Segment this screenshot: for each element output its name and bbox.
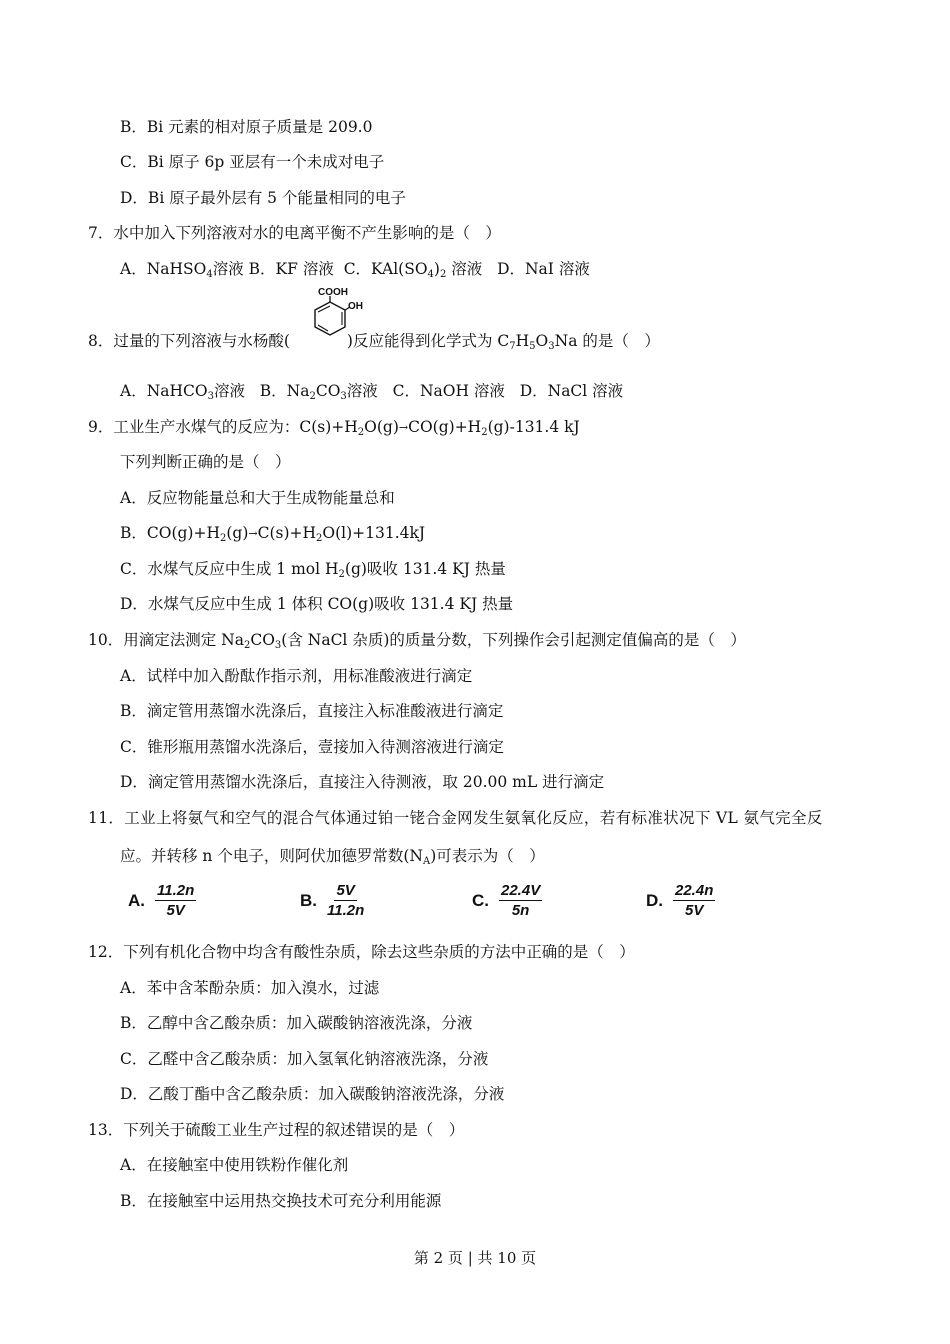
q8-option-c: C．NaOH 溶液 — [392, 382, 505, 400]
q12-option-c: C．乙醛中含乙酸杂质：加入氢氧化钠溶液洗涤，分液 — [120, 1050, 489, 1068]
q9-option-c: C．水煤气反应中生成 1 mol $H_2(g)$吸收 131.4 KJ 热量 — [120, 560, 506, 580]
q7-option-a: A．NaHSO$_4$溶液 — [120, 260, 244, 280]
q12-option-d: D．乙酸丁酯中含乙酸杂质：加入碳酸钠溶液洗涤，分液 — [120, 1085, 505, 1103]
q7-stem: 7．水中加入下列溶液对水的电离平衡不产生影响的是（ ） — [88, 224, 501, 242]
q9-option-d: D．水煤气反应中生成 1 体积 CO(g)吸收 131.4 KJ 热量 — [120, 595, 514, 613]
q7-options — [120, 259, 590, 279]
q6-option-c: C．Bi 原子 6p 亚层有一个未成对电子 — [120, 153, 385, 171]
q8-stem: 8．过量的下列溶液与水杨酸( )反应能得到化学式为 $C_7H_5O_3Na$ 的是（ ） — [88, 332, 660, 352]
q11-stem-line2: 应。并转移 n 个电子，则阿伏加德罗常数$(N_A)$可表示为（ ） — [120, 847, 545, 867]
q13-stem: 13．下列关于硫酸工业生产过程的叙述错误的是（ ） — [88, 1121, 465, 1139]
q9-option-b: B．$CO(g)+H_2(g)\to C(s)+H_2O(l)+131.4kJ$ — [120, 524, 426, 544]
arrow-icon: → — [248, 527, 258, 540]
q12-option-a: A．苯中含苯酚杂质：加入溴水，过滤 — [120, 979, 380, 997]
q10-option-a: A．试样中加入酚酞作指示剂，用标准酸液进行滴定 — [120, 667, 473, 685]
q13-option-a: A．在接触室中使用铁粉作催化剂 — [120, 1156, 349, 1174]
q13-option-b: B．在接触室中运用热交换技术可充分利用能源 — [120, 1192, 442, 1210]
q6-option-d: D．Bi 原子最外层有 5 个能量相同的电子 — [120, 189, 406, 207]
q11-option-d: D. $\frac{22.4n}{5V}$ — [646, 882, 714, 919]
q10-option-d: D．滴定管用蒸馏水洗涤后，直接注入待测液，取 20.00 mL 进行滴定 — [120, 773, 605, 791]
q9-sub-stem: 下列判断正确的是（ ） — [120, 453, 291, 471]
q12-stem: 12．下列有机化合物中均含有酸性杂质，除去这些杂质的方法中正确的是（ ） — [88, 943, 635, 961]
q9-stem: 9．工业生产水煤气的反应为：$C(s)+H_2O(g)\to CO(g)+H_2(g)-131.4$ kJ — [88, 418, 580, 438]
q10-option-b: B．滴定管用蒸馏水洗涤后，直接注入标准酸液进行滴定 — [120, 702, 504, 720]
q11-option-c: C. $\frac{22.4V}{5n}$ — [472, 882, 541, 919]
q11-stem-line1: 11．工业上将氨气和空气的混合气体通过铂一铑合金网发生氨氧化反应，若有标准状况下 VL 氨气完全反 — [88, 809, 823, 827]
q12-option-b: B．乙醇中含乙酸杂质：加入碳酸钠溶液洗涤，分液 — [120, 1014, 473, 1032]
q8-option-a: A．NaHCO$_3$溶液 — [120, 382, 245, 402]
q8-option-b: B．$Na_2CO_3$溶液 — [259, 382, 378, 402]
q11-option-b: B. $\frac{5V}{11.2n}$ — [300, 882, 365, 919]
page-footer: 第 2 页 | 共 10 页 — [413, 1249, 537, 1267]
cooh-label: COOH — [318, 287, 348, 298]
q6-option-b: B．Bi 元素的相对原子质量是 209.0 — [120, 118, 373, 136]
oh-label: OH — [348, 301, 363, 312]
arrow-icon: → — [398, 421, 409, 434]
q8-option-d: D．NaCl 溶液 — [519, 382, 624, 400]
q10-stem: 10．用滴定法测定 $Na_2CO_3$(含 NaCl 杂质)的质量分数，下列操作会引起测定值偏高的是（ ） — [88, 631, 746, 651]
q7-option-b: B．KF 溶液 — [248, 260, 334, 278]
q7-option-c: C．$KAl(SO_4)_2$ 溶液 — [343, 260, 483, 280]
q8-options — [120, 381, 623, 401]
q10-option-c: C．锥形瓶用蒸馏水洗涤后，壹接加入待测溶液进行滴定 — [120, 738, 504, 756]
q7-option-d: D．NaI 溶液 — [497, 260, 590, 278]
q9-option-a: A．反应物能量总和大于生成物能量总和 — [120, 489, 395, 507]
q11-option-a: A. $\frac{11.2n}{5V}$ — [128, 882, 195, 919]
